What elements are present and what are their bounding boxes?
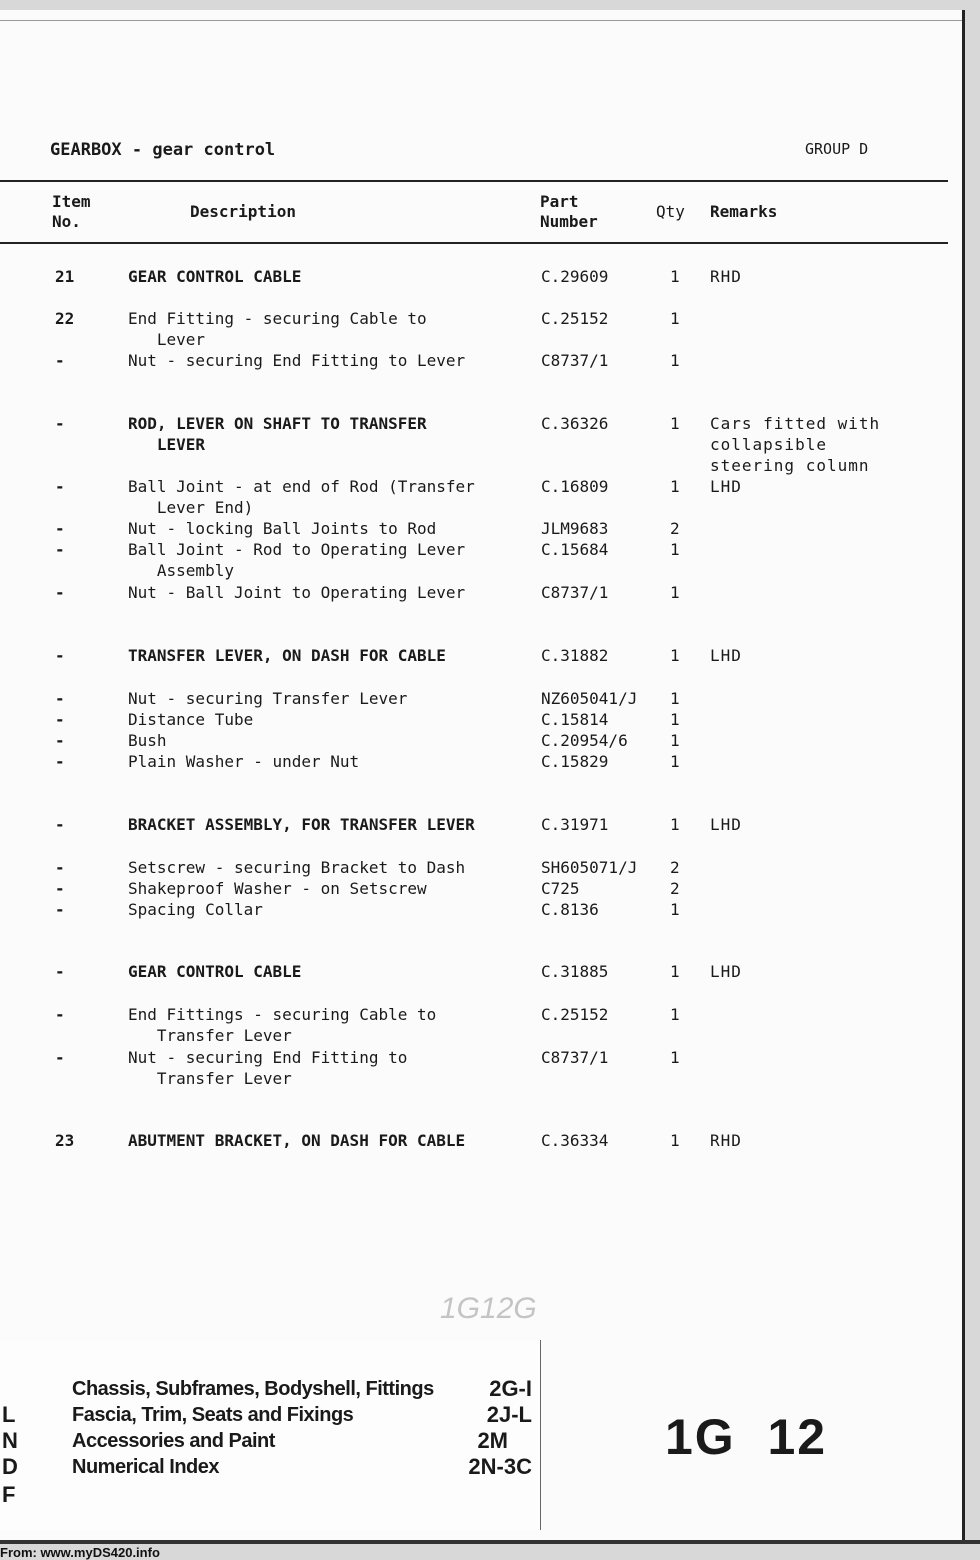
index-entry-code: 2M (477, 1428, 508, 1453)
row-description: End Fittings - securing Cable to Transfer Lever (128, 1005, 437, 1045)
row-part-number: C.36326 (541, 414, 609, 433)
row-description: Setscrew - securing Bracket to Dash (128, 858, 466, 877)
row-qty: 1 (670, 540, 680, 559)
row-item-no: - (55, 519, 65, 538)
bottom-band (0, 1540, 980, 1544)
row-item-no: - (55, 1005, 65, 1024)
row-qty: 1 (670, 267, 680, 286)
row-description: End Fitting - securing Cable to Lever (128, 309, 427, 349)
row-part-number: NZ605041/J (541, 689, 638, 708)
row-description: Nut - securing End Fitting to Lever (128, 351, 466, 370)
row-qty: 1 (670, 710, 680, 729)
row-part-number: C.20954/6 (541, 731, 628, 750)
row-part-number: C.31971 (541, 815, 609, 834)
row-description: GEAR CONTROL CABLE (128, 962, 302, 981)
index-entry-label: Accessories and Paint (72, 1430, 275, 1452)
row-item-no: - (55, 731, 65, 750)
row-description: Plain Washer - under Nut (128, 752, 360, 771)
row-qty: 1 (670, 1005, 680, 1024)
row-item-no: - (55, 646, 65, 665)
row-part-number: C.29609 (541, 267, 609, 286)
row-qty: 1 (670, 731, 680, 750)
row-description: Shakeproof Washer - on Setscrew (128, 879, 427, 898)
row-item-no: - (55, 858, 65, 877)
row-item-no: - (55, 962, 65, 981)
row-part-number: JLM9683 (541, 519, 609, 538)
index-entry-label: Fascia, Trim, Seats and Fixings (72, 1404, 354, 1426)
row-description: Distance Tube (128, 710, 254, 729)
side-letter: F (2, 1482, 16, 1507)
row-item-no: - (55, 752, 65, 771)
index-entry-code: 2J-L (486, 1402, 532, 1427)
side-letter: D (2, 1454, 18, 1479)
row-qty: 1 (670, 1131, 680, 1150)
row-description: Nut - Ball Joint to Operating Lever (128, 583, 466, 602)
row-part-number: C.15684 (541, 540, 609, 559)
row-qty: 1 (670, 752, 680, 771)
row-item-no: - (55, 689, 65, 708)
row-qty: 1 (670, 1048, 680, 1067)
row-description: TRANSFER LEVER, ON DASH FOR CABLE (128, 646, 446, 665)
row-item-no: - (55, 540, 65, 559)
row-qty: 1 (670, 351, 680, 370)
row-item-no: 21 (55, 267, 75, 286)
row-description: ROD, LEVER ON SHAFT TO TRANSFER LEVER (128, 414, 427, 454)
row-qty: 1 (670, 815, 680, 834)
row-part-number: C.16809 (541, 477, 609, 496)
row-item-no: - (55, 1048, 65, 1067)
row-part-number: C725 (541, 879, 580, 898)
row-qty: 2 (670, 519, 680, 538)
index-entry-label: Numerical Index (72, 1456, 220, 1478)
index-entry-code: 2G-I (489, 1376, 532, 1401)
side-letter: N (2, 1428, 18, 1453)
column-qty: Qty (656, 202, 685, 221)
row-part-number: C.31885 (541, 962, 609, 981)
column-description: Description (190, 202, 296, 221)
row-description: GEAR CONTROL CABLE (128, 267, 302, 286)
row-description: Nut - locking Ball Joints to Rod (128, 519, 437, 538)
pencil-note: 1G12G (440, 1292, 537, 1325)
side-letter: L (2, 1402, 16, 1427)
row-qty: 1 (670, 583, 680, 602)
group-label: GROUP D (805, 140, 869, 158)
row-part-number: C.15814 (541, 710, 609, 729)
row-item-no: 23 (55, 1131, 75, 1150)
column-item-no: Item No. (52, 192, 91, 231)
index-entry-code: 2N-3C (468, 1454, 532, 1479)
row-item-no: - (55, 351, 65, 370)
column-remarks: Remarks (710, 202, 778, 221)
header-bottom-rule (0, 242, 948, 244)
row-item-no: - (55, 414, 65, 433)
row-remarks: RHD (710, 267, 742, 286)
row-item-no: - (55, 583, 65, 602)
row-part-number: C.15829 (541, 752, 609, 771)
row-item-no: - (55, 477, 65, 496)
row-description: Nut - securing End Fitting to Transfer Lever (128, 1048, 408, 1088)
row-part-number: C.31882 (541, 646, 609, 665)
footer-index (0, 1340, 962, 1530)
row-remarks: LHD (710, 815, 742, 834)
row-part-number: C.25152 (541, 309, 609, 328)
row-item-no: - (55, 815, 65, 834)
row-part-number: C8737/1 (541, 1048, 609, 1067)
row-part-number: SH605071/J (541, 858, 638, 877)
row-description: Ball Joint - at end of Rod (Transfer Lever End) (128, 477, 475, 517)
row-description: BRACKET ASSEMBLY, FOR TRANSFER LEVER (128, 815, 475, 834)
row-part-number: C8737/1 (541, 351, 609, 370)
row-qty: 1 (670, 414, 680, 433)
row-part-number: C.36334 (541, 1131, 609, 1150)
row-item-no: 22 (55, 309, 75, 328)
row-remarks: LHD (710, 646, 742, 665)
page-code: 1G 12 (665, 1409, 828, 1465)
row-qty: 1 (670, 689, 680, 708)
row-item-no: - (55, 710, 65, 729)
page-title: GEARBOX - gear control (50, 140, 276, 160)
source-credit: From: www.myDS420.info (0, 1545, 160, 1560)
row-description: ABUTMENT BRACKET, ON DASH FOR CABLE (128, 1131, 466, 1150)
top-border (0, 20, 962, 21)
row-item-no: - (55, 900, 65, 919)
row-part-number: C.25152 (541, 1005, 609, 1024)
row-description: Ball Joint - Rod to Operating Lever Assembly (128, 540, 466, 580)
row-remarks: Cars fitted with collapsible steering column (710, 414, 881, 475)
row-remarks: LHD (710, 477, 742, 496)
row-qty: 1 (670, 309, 680, 328)
row-remarks: RHD (710, 1131, 742, 1150)
row-part-number: C8737/1 (541, 583, 609, 602)
row-remarks: LHD (710, 962, 742, 981)
row-qty: 1 (670, 477, 680, 496)
row-part-number: C.8136 (541, 900, 599, 919)
row-qty: 2 (670, 858, 680, 877)
row-description: Bush (128, 731, 167, 750)
row-item-no: - (55, 879, 65, 898)
row-qty: 1 (670, 962, 680, 981)
row-qty: 1 (670, 900, 680, 919)
row-description: Nut - securing Transfer Lever (128, 689, 408, 708)
column-part-number: Part Number (540, 192, 598, 231)
row-qty: 2 (670, 879, 680, 898)
row-description: Spacing Collar (128, 900, 263, 919)
row-qty: 1 (670, 646, 680, 665)
header-top-rule (0, 180, 948, 182)
index-entry-label: Chassis, Subframes, Bodyshell, Fittings (72, 1378, 434, 1400)
footer-index-panel (0, 1340, 541, 1530)
